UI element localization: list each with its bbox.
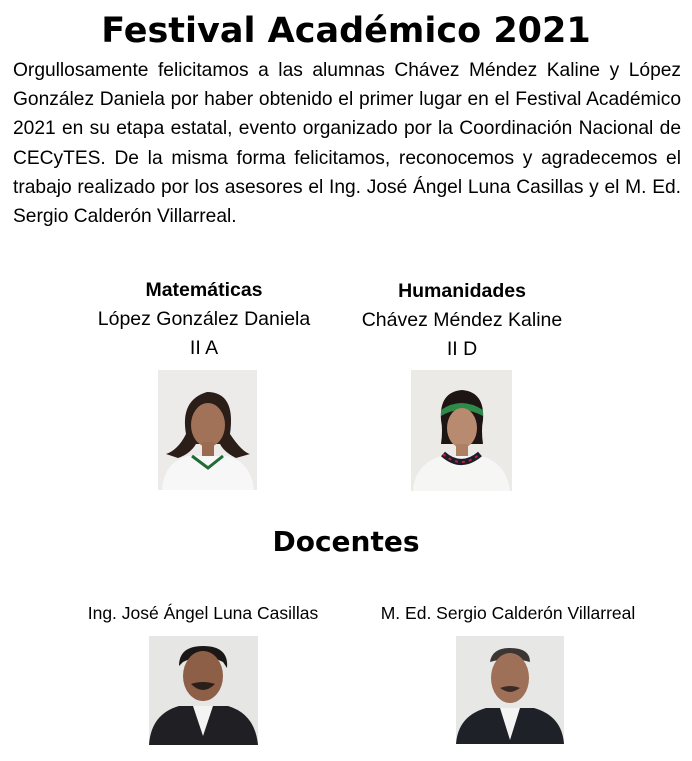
student-name: Chávez Méndez Kaline — [361, 309, 563, 331]
student-photo — [158, 370, 257, 490]
subject-label: Matemáticas — [145, 279, 263, 301]
student-group: II A — [189, 337, 219, 359]
student-photo — [411, 370, 512, 491]
student-group: II D — [446, 338, 478, 360]
teacher-name: M. Ed. Sergio Calderón Villarreal — [380, 603, 636, 623]
teachers-heading: Docentes — [272, 525, 420, 558]
student-card-1 — [78, 276, 330, 363]
intro-paragraph: Orgullosamente felicitamos a las alumnas Chávez Méndez Kaline y López González Daniela por haber obtenido el primer lugar en el Festival Académico 2021 en su etapa estatal, evento organizado por la Coordinación Nacional de CECyTES. De la misma forma felicitamos, reconocemos y agradecemos el trabajo realizado por los asesores el Ing. José Ángel Luna Casillas y el M. Ed. Sergio Calderón Villarreal. — [13, 60, 681, 228]
page-title: Festival Académico 2021 — [101, 11, 591, 51]
student-name: López González Daniela — [97, 308, 311, 330]
teacher-name: Ing. José Ángel Luna Casillas — [87, 603, 319, 623]
student-card-2 — [336, 277, 588, 364]
teacher-photo — [456, 636, 564, 744]
subject-label: Humanidades — [398, 280, 526, 302]
teacher-photo — [149, 636, 258, 745]
